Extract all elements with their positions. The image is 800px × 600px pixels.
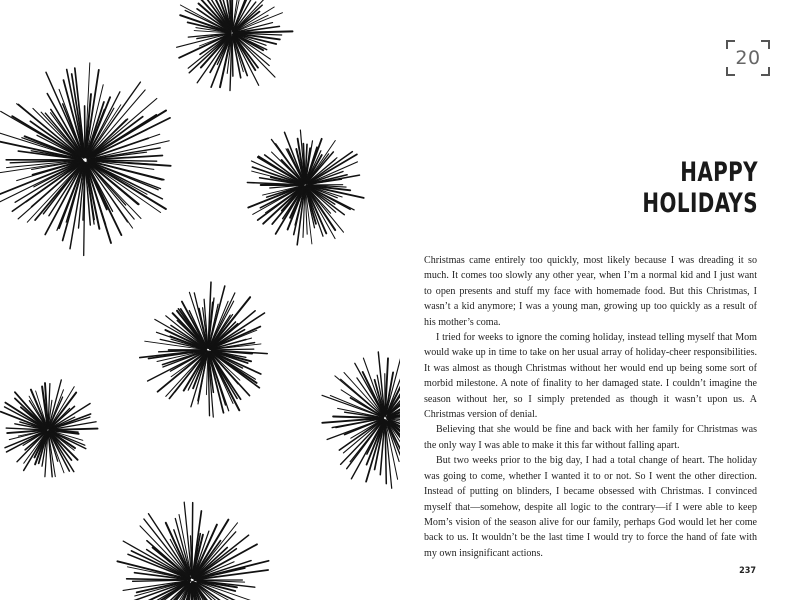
chapter-title: HAPPY HOLIDAYS <box>642 157 758 219</box>
starburst-icon <box>177 0 293 91</box>
paragraph: I tried for weeks to ignore the coming holiday, instead telling myself that Mom would wake up in time to take on her usual array of holiday-cheer responsibilities. It was almost as though Christmas without her would end up being some sort of morbid milestone. A note of finality to her damaged state. I couldn’t imagine the season without her, so I simply pretended as though it wasn’t upon us. A Christmas version of denial. <box>424 332 757 421</box>
corner-bracket-icon <box>726 67 735 76</box>
starburst-icon <box>322 352 400 488</box>
starburst-icon <box>0 63 171 256</box>
chapter-number-frame <box>726 40 770 76</box>
paragraph: Believing that she would be fine and back with her family for Christmas was the only way I was able to make it this far without falling apart. <box>424 424 757 451</box>
corner-bracket-icon <box>761 67 770 76</box>
paragraph: Christmas came entirely too quickly, most likely because I was dreading it so much. It comes too slowly any other year, when I’m a normal kid and I just want to open presents and stuff my face with homemade food. But this Christmas, I wasn’t a kid anymore; I was a young man, growing up too quickly as a result of his mother’s coma. <box>424 255 757 328</box>
starburst-icon <box>140 282 267 417</box>
page-number: 237 <box>739 566 756 576</box>
starburst-icon <box>117 502 269 600</box>
corner-bracket-icon <box>726 40 735 49</box>
starburst-icon <box>1 380 98 477</box>
chapter-number: 20 <box>735 47 761 69</box>
body-text <box>424 253 757 561</box>
starburst-icon <box>247 130 363 245</box>
corner-bracket-icon <box>761 40 770 49</box>
paragraph: But two weeks prior to the big day, I had a total change of heart. The holiday was going to come, whether I wanted it to or not. So I went the other direction. Instead of putting on blinders, I became obsessed with Christmas. I convinced myself that—somehow, despite all logic to the contrary—if I were able to keep Mom’s vision of the season alive for our family, perhaps God would let her come back to us. It wouldn’t be the last time I would try to force the hand of fate with my own insignificant actions. <box>424 455 757 559</box>
